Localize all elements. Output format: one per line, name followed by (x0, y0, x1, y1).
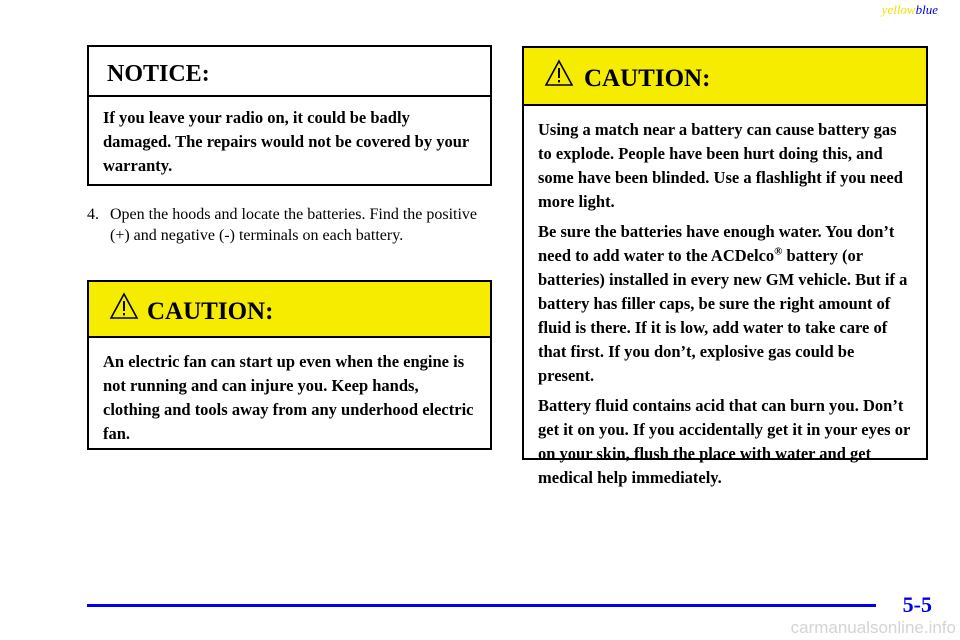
caution-fan-body (89, 338, 490, 446)
header-tag-blue: blue (915, 2, 938, 17)
step-item (87, 204, 487, 246)
notice-box (87, 45, 492, 186)
page-number: 5-5 (902, 592, 932, 617)
notice-header (89, 47, 490, 97)
caution-battery-paragraph-1: Using a match near a battery can cause battery gas to explode. People have been hurt doing this, and some have been blinded. Use a flashlight if you need more light. (538, 120, 903, 211)
caution-battery-header (524, 48, 926, 106)
caution-battery-p2-before: Be sure the batteries have enough water. You don’t need to add water to the ACDelco (538, 222, 895, 265)
caution-fan-box (87, 280, 492, 450)
caution-battery-body (524, 106, 926, 490)
caution-battery-title: CAUTION: (584, 65, 711, 92)
warning-triangle-icon (109, 292, 139, 320)
caution-battery-box (522, 46, 928, 487)
footer-rule (87, 604, 876, 607)
caution-battery-paragraph-3: Battery fluid contains acid that can burn you. Don’t get it on you. If you accidentally get it in your eyes or on your skin, flush the place with water and get medical help immediately. (538, 396, 910, 487)
header-tag-yellow: yellow (881, 2, 916, 17)
registered-mark: ® (774, 245, 783, 258)
watermark: carmanualsonline.info (790, 618, 956, 637)
step-text: Open the hoods and locate the batteries. Find the positive (+) and negative (-) terminals on each battery. (110, 206, 478, 244)
warning-triangle-icon (544, 59, 574, 87)
caution-fan-text: An electric fan can start up even when the engine is not running and can injure you. Keep hands, clothing and tools away from any underhood electric fan. (103, 352, 474, 443)
notice-title: NOTICE: (107, 61, 210, 87)
caution-fan-header (89, 282, 490, 338)
notice-body (89, 97, 490, 178)
caution-battery-p2-after: battery (or batteries) installed in every new GM vehicle. But if a battery has filler caps, be sure the right amount of fluid is there. If it is low, add water to take care of that first. If you don’t, explosive gas could be present. (538, 246, 908, 385)
caution-fan-title: CAUTION: (147, 298, 274, 325)
step-number: 4. (87, 206, 99, 223)
header-color-tag (882, 2, 938, 18)
caution-battery-paragraph-2 (538, 220, 912, 388)
notice-text: If you leave your radio on, it could be badly damaged. The repairs would not be covered by your warranty. (103, 108, 469, 175)
